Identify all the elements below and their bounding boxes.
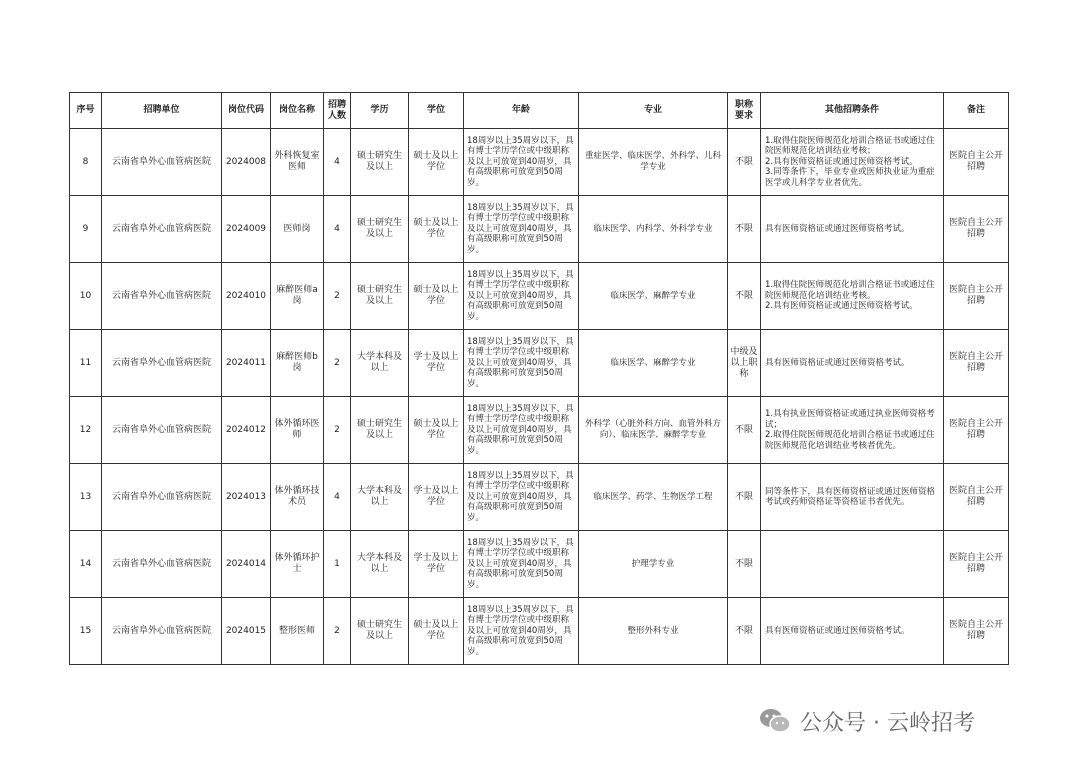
recruitment-table <box>69 92 1009 665</box>
cell-degree: 硕士及以上学位 <box>409 196 464 263</box>
cell-post: 麻醉医师b岗 <box>271 330 324 397</box>
cell-age: 18周岁以上35周岁以下，具有博士学历学位或中级职称及以上可放宽到40周岁，具有高级职称可放宽到50周岁。 <box>464 196 579 263</box>
cell-edu: 硕士研究生及以上 <box>351 263 409 330</box>
cell-conditions <box>761 196 944 263</box>
cell-unit: 云南省阜外心血管病医院 <box>102 598 222 665</box>
cell-no: 15 <box>70 598 102 665</box>
table-row <box>70 263 1009 330</box>
cell-major: 护理学专业 <box>579 531 728 598</box>
header-cell: 序号 <box>70 93 102 129</box>
header-cell: 招聘 人数 <box>324 93 351 129</box>
conditions-text: 具有医师资格证或通过医师资格考试。 <box>765 625 910 636</box>
cell-age: 18周岁以上35周岁以下，具有博士学历学位或中级职称及以上可放宽到40周岁，具有高级职称可放宽到50周岁。 <box>464 598 579 665</box>
table-row <box>70 397 1009 464</box>
table-body <box>70 129 1009 665</box>
cell-edu: 大学本科及以上 <box>351 531 409 598</box>
cell-major: 重症医学、临床医学、外科学、儿科学专业 <box>579 129 728 196</box>
cell-no: 10 <box>70 263 102 330</box>
header-cell: 专业 <box>579 93 728 129</box>
wechat-icon <box>758 707 792 735</box>
header-cell: 招聘单位 <box>102 93 222 129</box>
cell-major: 临床医学、麻醉学专业 <box>579 263 728 330</box>
cell-conditions <box>761 598 944 665</box>
cell-code: 2024015 <box>222 598 271 665</box>
conditions-text: 1.取得住院医师规范化培训合格证书或通过住院医师规范化培训结业考核。 2.具有医师资格证或通过医师资格考试。 <box>765 280 935 312</box>
cell-code: 2024012 <box>222 397 271 464</box>
cell-degree: 硕士及以上学位 <box>409 397 464 464</box>
cell-note: 医院自主公开招聘 <box>944 129 1009 196</box>
cell-age: 18周岁以上35周岁以下，具有博士学历学位或中级职称及以上可放宽到40周岁，具有高级职称可放宽到50周岁。 <box>464 531 579 598</box>
cell-code: 2024010 <box>222 263 271 330</box>
watermark <box>758 706 975 736</box>
cell-count: 4 <box>324 196 351 263</box>
cell-conditions <box>761 263 944 330</box>
cell-title: 不限 <box>728 129 761 196</box>
header-cell: 岗位名称 <box>271 93 324 129</box>
conditions-text: 1.取得住院医师规范化培训合格证书或通过住院医师规范化培训结业考核； 2.具有医师资格证或通过医师资格考试。 3.同等条件下，毕业专业或医师执业证为重症医学或儿科学专业者优先。 <box>765 135 935 188</box>
cell-major: 临床医学、麻醉学专业 <box>579 330 728 397</box>
cell-age: 18周岁以上35周岁以下，具有博士学历学位或中级职称及以上可放宽到40周岁，具有高级职称可放宽到50周岁。 <box>464 397 579 464</box>
table-row <box>70 531 1009 598</box>
table-row <box>70 196 1009 263</box>
cell-unit: 云南省阜外心血管病医院 <box>102 196 222 263</box>
header-cell: 年龄 <box>464 93 579 129</box>
cell-no: 8 <box>70 129 102 196</box>
cell-major: 临床医学、内科学、外科学专业 <box>579 196 728 263</box>
table-row <box>70 129 1009 196</box>
cell-conditions <box>761 397 944 464</box>
cell-post: 外科恢复室医师 <box>271 129 324 196</box>
cell-note: 医院自主公开招聘 <box>944 531 1009 598</box>
cell-title: 不限 <box>728 464 761 531</box>
cell-title: 不限 <box>728 598 761 665</box>
conditions-text: 具有医师资格证或通过医师资格考试。 <box>765 357 910 368</box>
cell-title: 不限 <box>728 397 761 464</box>
cell-degree: 硕士及以上学位 <box>409 598 464 665</box>
cell-note: 医院自主公开招聘 <box>944 464 1009 531</box>
cell-age: 18周岁以上35周岁以下，具有博士学历学位或中级职称及以上可放宽到40周岁，具有高级职称可放宽到50周岁。 <box>464 129 579 196</box>
cell-code: 2024014 <box>222 531 271 598</box>
cell-count: 4 <box>324 129 351 196</box>
cell-degree: 学士及以上学位 <box>409 464 464 531</box>
cell-edu: 硕士研究生及以上 <box>351 196 409 263</box>
cell-no: 13 <box>70 464 102 531</box>
cell-post: 体外循环护士 <box>271 531 324 598</box>
cell-count: 2 <box>324 397 351 464</box>
cell-code: 2024008 <box>222 129 271 196</box>
cell-conditions <box>761 330 944 397</box>
cell-age: 18周岁以上35周岁以下，具有博士学历学位或中级职称及以上可放宽到40周岁，具有高级职称可放宽到50周岁。 <box>464 263 579 330</box>
cell-post: 医师岗 <box>271 196 324 263</box>
cell-edu: 大学本科及以上 <box>351 464 409 531</box>
conditions-text: 具有医师资格证或通过医师资格考试。 <box>765 223 910 234</box>
cell-code: 2024011 <box>222 330 271 397</box>
conditions-text: 同等条件下，具有医师资格证或通过医师资格考试或药师资格证等资格证书者优先。 <box>765 486 936 507</box>
cell-conditions <box>761 129 944 196</box>
cell-unit: 云南省阜外心血管病医院 <box>102 464 222 531</box>
cell-edu: 硕士研究生及以上 <box>351 129 409 196</box>
cell-note: 医院自主公开招聘 <box>944 330 1009 397</box>
cell-major: 临床医学、药学、生物医学工程 <box>579 464 728 531</box>
cell-note: 医院自主公开招聘 <box>944 598 1009 665</box>
cell-edu: 硕士研究生及以上 <box>351 598 409 665</box>
cell-count: 2 <box>324 330 351 397</box>
table-row <box>70 464 1009 531</box>
cell-unit: 云南省阜外心血管病医院 <box>102 330 222 397</box>
cell-count: 2 <box>324 598 351 665</box>
cell-title: 不限 <box>728 196 761 263</box>
cell-count: 1 <box>324 531 351 598</box>
watermark-text: 公众号 · 云岭招考 <box>800 710 975 736</box>
cell-conditions <box>761 464 944 531</box>
cell-unit: 云南省阜外心血管病医院 <box>102 263 222 330</box>
cell-no: 11 <box>70 330 102 397</box>
cell-code: 2024009 <box>222 196 271 263</box>
cell-note: 医院自主公开招聘 <box>944 263 1009 330</box>
cell-degree: 学士及以上学位 <box>409 330 464 397</box>
table-header-row <box>70 93 1009 129</box>
cell-major: 外科学（心脏外科方向、血管外科方向）、临床医学、麻醉学专业 <box>579 397 728 464</box>
cell-note: 医院自主公开招聘 <box>944 196 1009 263</box>
cell-unit: 云南省阜外心血管病医院 <box>102 397 222 464</box>
cell-edu: 大学本科及以上 <box>351 330 409 397</box>
cell-conditions <box>761 531 944 598</box>
cell-count: 2 <box>324 263 351 330</box>
header-cell: 职称 要求 <box>728 93 761 129</box>
cell-code: 2024013 <box>222 464 271 531</box>
cell-post: 体外循环医师 <box>271 397 324 464</box>
cell-age: 18周岁以上35周岁以下，具有博士学历学位或中级职称及以上可放宽到40周岁，具有高级职称可放宽到50周岁。 <box>464 330 579 397</box>
cell-title: 中级及以上职称 <box>728 330 761 397</box>
cell-unit: 云南省阜外心血管病医院 <box>102 129 222 196</box>
header-cell: 岗位代码 <box>222 93 271 129</box>
cell-post: 麻醉医师a岗 <box>271 263 324 330</box>
header-cell: 备注 <box>944 93 1009 129</box>
header-cell: 其他招聘条件 <box>761 93 944 129</box>
table-row <box>70 598 1009 665</box>
cell-major: 整形外科专业 <box>579 598 728 665</box>
cell-edu: 硕士研究生及以上 <box>351 397 409 464</box>
cell-no: 14 <box>70 531 102 598</box>
cell-count: 4 <box>324 464 351 531</box>
cell-no: 9 <box>70 196 102 263</box>
header-cell: 学历 <box>351 93 409 129</box>
cell-unit: 云南省阜外心血管病医院 <box>102 531 222 598</box>
cell-age: 18周岁以上35周岁以下，具有博士学历学位或中级职称及以上可放宽到40周岁，具有高级职称可放宽到50周岁。 <box>464 464 579 531</box>
cell-note: 医院自主公开招聘 <box>944 397 1009 464</box>
cell-title: 不限 <box>728 531 761 598</box>
cell-degree: 硕士及以上学位 <box>409 129 464 196</box>
header-cell: 学位 <box>409 93 464 129</box>
cell-title: 不限 <box>728 263 761 330</box>
table-row <box>70 330 1009 397</box>
cell-no: 12 <box>70 397 102 464</box>
cell-post: 体外循环技术员 <box>271 464 324 531</box>
cell-post: 整形医师 <box>271 598 324 665</box>
cell-degree: 学士及以上学位 <box>409 531 464 598</box>
conditions-text: 1.具有执业医师资格证或通过执业医师资格考试； 2.取得住院医师规范化培训合格证书或通过住院医师规范化培训结业考核者优先。 <box>765 409 935 451</box>
cell-degree: 硕士及以上学位 <box>409 263 464 330</box>
